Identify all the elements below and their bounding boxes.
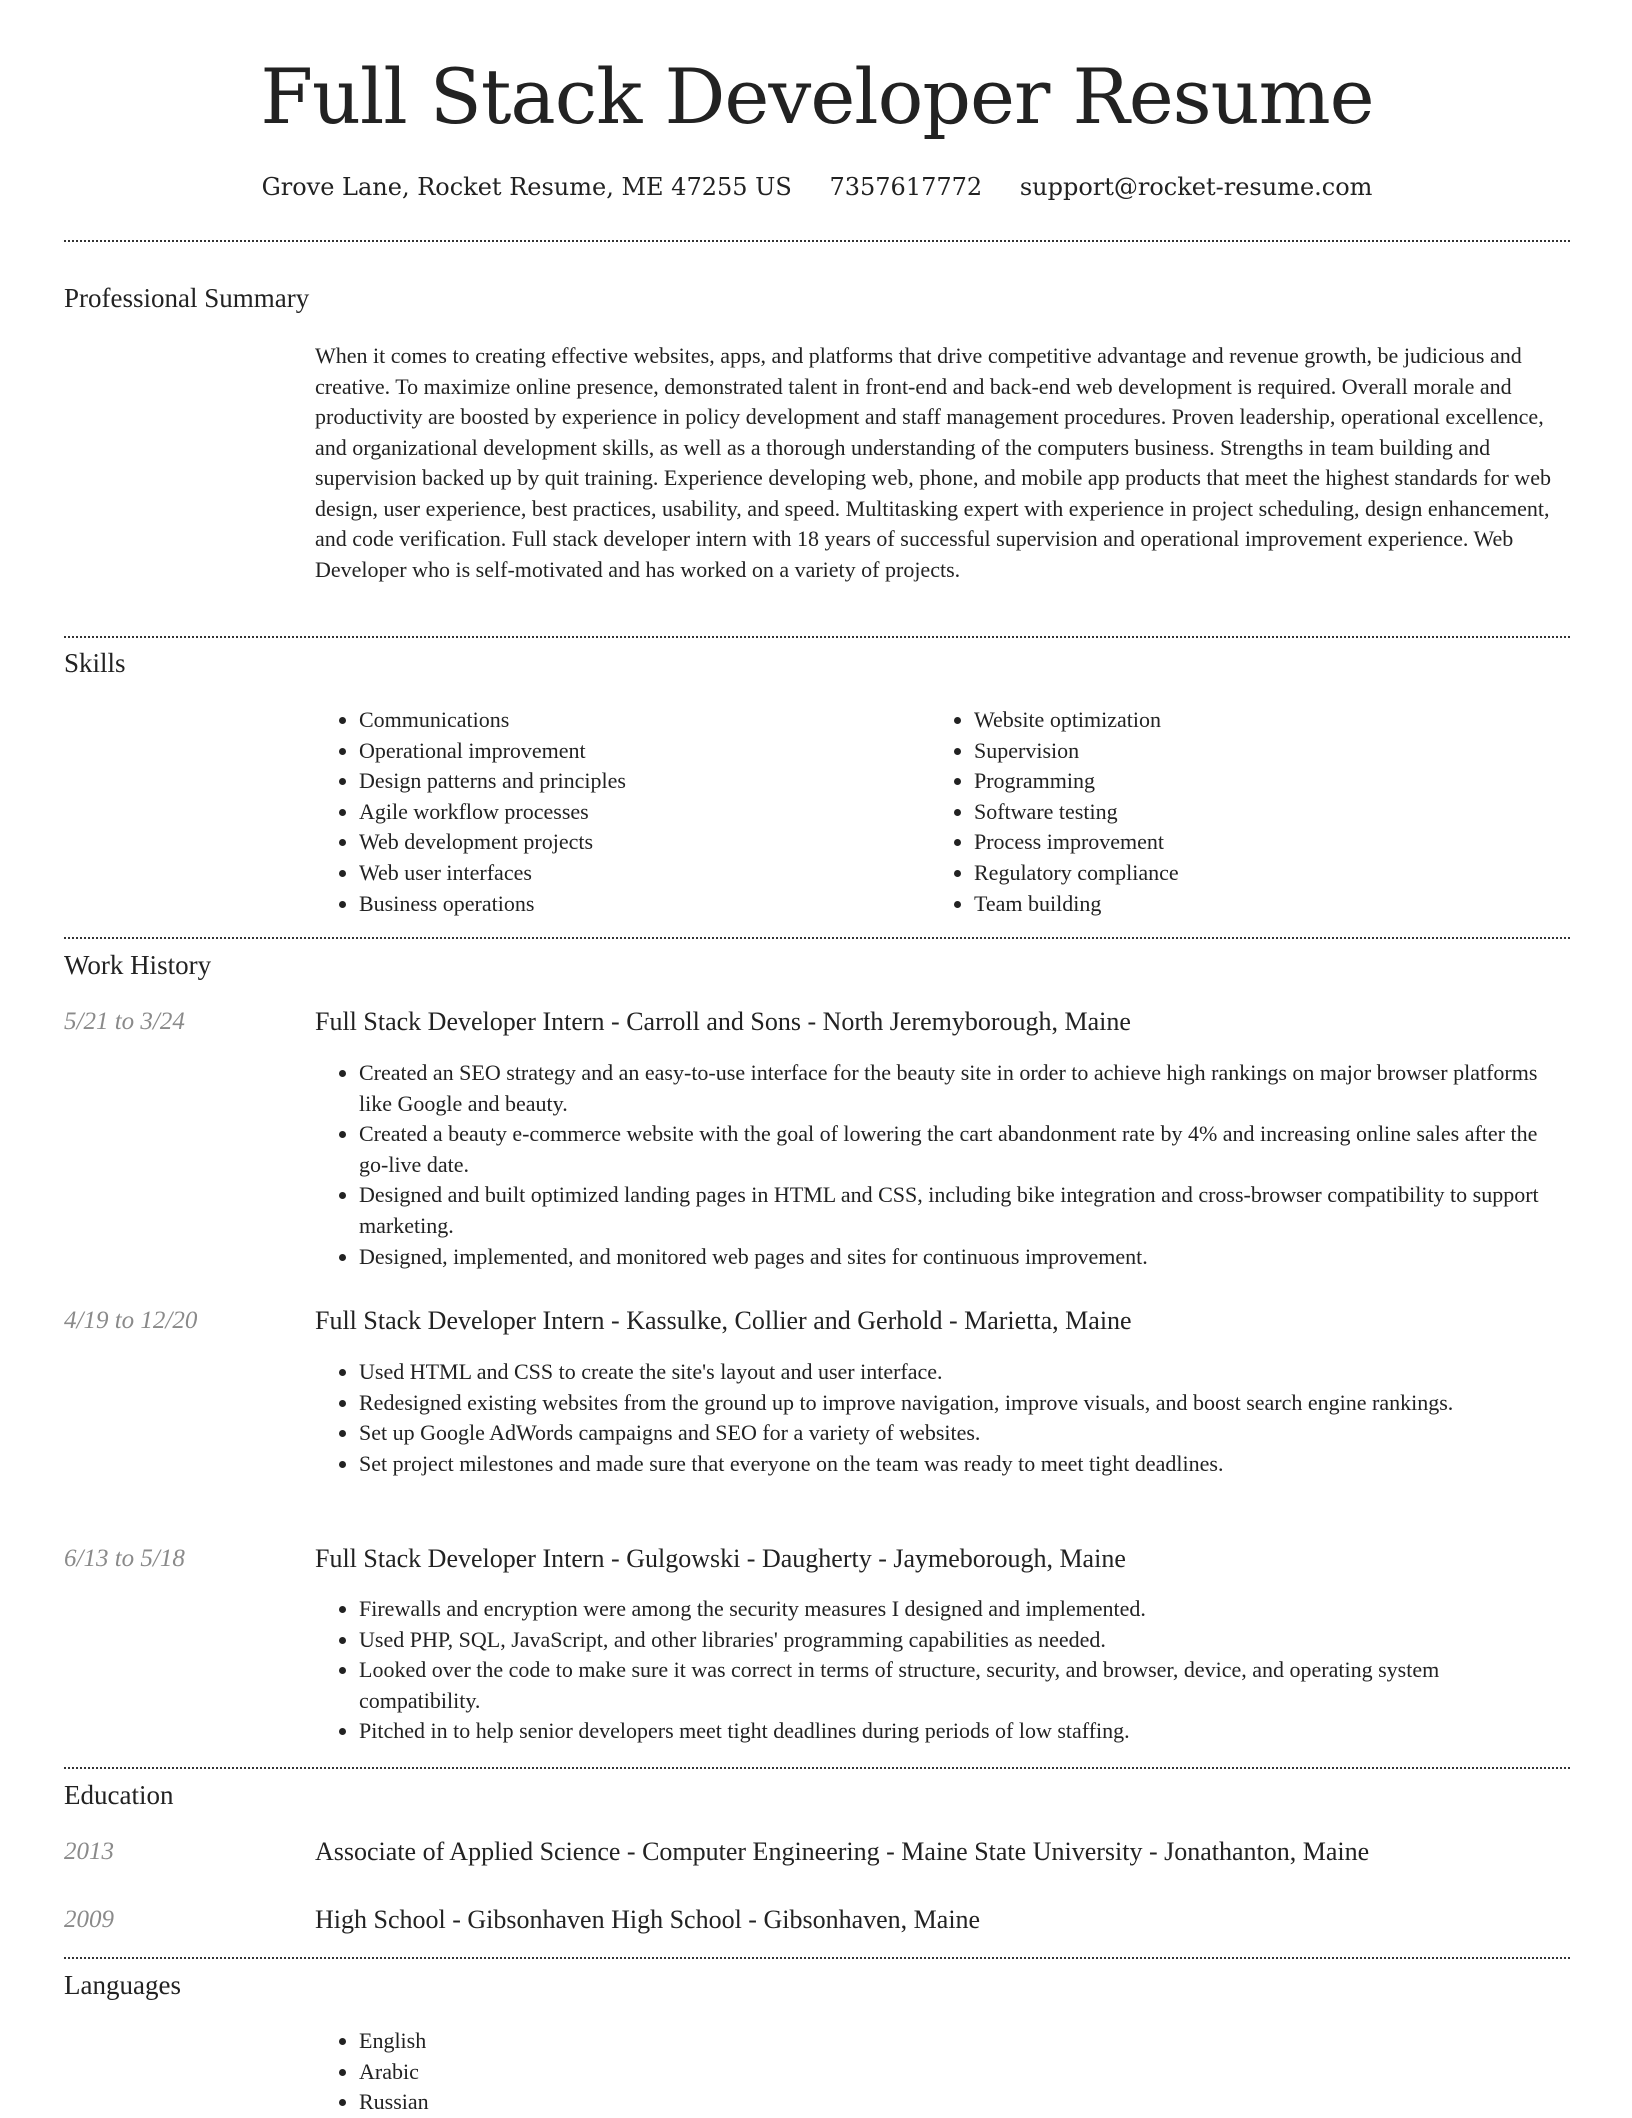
job-bullet: • Set up Google AdWords campaigns and SEO for a variety of websites. xyxy=(359,1418,1545,1449)
job-bullet: • Designed and built optimized landing pages in HTML and CSS, including bike integration and cross-browser compatibility to support marketing. xyxy=(359,1180,1545,1241)
job-title: Full Stack Developer Intern - Kassulke, Collier and Gerhold - Marietta, Maine xyxy=(315,1306,1132,1335)
job-bullet: • Created an SEO strategy and an easy-to-use interface for the beauty site in order to achieve high rankings on major browser platforms like Google and beauty. xyxy=(359,1058,1545,1119)
job-bullet: • Used PHP, SQL, JavaScript, and other libraries' programming capabilities as needed. xyxy=(359,1625,1545,1656)
job-bullets xyxy=(315,1594,1545,1747)
skill-item: • Web development projects xyxy=(359,827,915,858)
contact-email: support@rocket-resume.com xyxy=(1019,173,1373,201)
contact-phone: 7357617772 xyxy=(829,173,983,201)
skill-item: • Programming xyxy=(974,766,1530,797)
skill-item: • Supervision xyxy=(974,736,1530,767)
job-bullet: • Redesigned existing websites from the ground up to improve navigation, improve visuals, and boost search engine rankings. xyxy=(359,1388,1545,1419)
languages-list xyxy=(315,2026,1545,2118)
job-bullet: • Set project milestones and made sure that everyone on the team was ready to meet tight deadlines. xyxy=(359,1449,1545,1480)
job-dates: 5/21 to 3/24 xyxy=(64,1008,185,1035)
divider xyxy=(64,1767,1570,1769)
job-bullets xyxy=(315,1058,1545,1272)
divider xyxy=(64,937,1570,939)
skill-item: • Business operations xyxy=(359,889,915,920)
education-heading: Education xyxy=(64,1780,174,1810)
skill-item: • Operational improvement xyxy=(359,736,915,767)
skill-item: • Software testing xyxy=(974,797,1530,828)
skill-item: • Design patterns and principles xyxy=(359,766,915,797)
divider xyxy=(64,636,1570,638)
divider xyxy=(64,1957,1570,1959)
contact-address: Grove Lane, Rocket Resume, ME 47255 US xyxy=(261,173,792,201)
skills-list-right xyxy=(930,705,1530,919)
summary-text: When it comes to creating effective websites, apps, and platforms that drive competitive advantage and revenue growth, be judicious and creative. To maximize online presence, demonstrated talent in front-end and back-end web development is required. Overall morale and productivity are boosted by experience in policy development and staff management procedures. Proven leadership, operational excellence, and organizational development skills, as well as a thorough understanding of the computers business. Strengths in team building and supervision backed up by quit training. Experience developing web, phone, and mobile app products that meet the highest standards for web design, user experience, best practices, usability, and speed. Multitasking expert with experience in project scheduling, design enhancement, and code verification. Full stack developer intern with 18 years of successful supervision and operational improvement experience. Web Developer who is self-motivated and has worked on a variety of projects. xyxy=(315,343,1551,582)
summary-heading: Professional Summary xyxy=(64,283,310,313)
language-item: • Russian xyxy=(359,2087,1545,2118)
skills-list-left xyxy=(315,705,915,919)
skill-item: • Web user interfaces xyxy=(359,858,915,889)
contact-line xyxy=(64,173,1570,201)
job-bullet: • Pitched in to help senior developers meet tight deadlines during periods of low staffing. xyxy=(359,1716,1545,1747)
language-item: • English xyxy=(359,2026,1545,2057)
job-title: Full Stack Developer Intern - Carroll and Sons - North Jeremyborough, Maine xyxy=(315,1007,1131,1036)
job-bullet: • Designed, implemented, and monitored web pages and sites for continuous improvement. xyxy=(359,1242,1545,1273)
skill-item: • Regulatory compliance xyxy=(974,858,1530,889)
skill-item: • Website optimization xyxy=(974,705,1530,736)
job-bullet: • Created a beauty e-commerce website with the goal of lowering the cart abandonment rate by 4% and increasing online sales after the go-live date. xyxy=(359,1119,1545,1180)
divider xyxy=(64,240,1570,242)
skill-item: • Team building xyxy=(974,889,1530,920)
job-title: Full Stack Developer Intern - Gulgowski - Daugherty - Jaymeborough, Maine xyxy=(315,1544,1126,1573)
skill-item: • Communications xyxy=(359,705,915,736)
work-heading: Work History xyxy=(64,950,212,980)
skills-heading: Skills xyxy=(64,648,126,678)
language-item: • Arabic xyxy=(359,2057,1545,2088)
job-dates: 6/13 to 5/18 xyxy=(64,1545,185,1572)
languages-heading: Languages xyxy=(64,1970,181,2000)
job-bullet: • Looked over the code to make sure it was correct in terms of structure, security, and browser, device, and operating system compatibility. xyxy=(359,1655,1545,1716)
education-title: High School - Gibsonhaven High School - Gibsonhaven, Maine xyxy=(315,1905,981,1934)
job-bullet: • Firewalls and encryption were among the security measures I designed and implemented. xyxy=(359,1594,1545,1625)
job-dates: 4/19 to 12/20 xyxy=(64,1307,198,1334)
job-bullets xyxy=(315,1357,1545,1479)
job-bullet: • Used HTML and CSS to create the site's layout and user interface. xyxy=(359,1357,1545,1388)
resume-title: Full Stack Developer Resume xyxy=(260,52,1374,141)
education-year: 2009 xyxy=(64,1906,114,1933)
education-year: 2013 xyxy=(64,1838,114,1865)
skill-item: • Process improvement xyxy=(974,827,1530,858)
education-title: Associate of Applied Science - Computer Engineering - Maine State University - Jonathanton, Maine xyxy=(315,1837,1370,1866)
skill-item: • Agile workflow processes xyxy=(359,797,915,828)
